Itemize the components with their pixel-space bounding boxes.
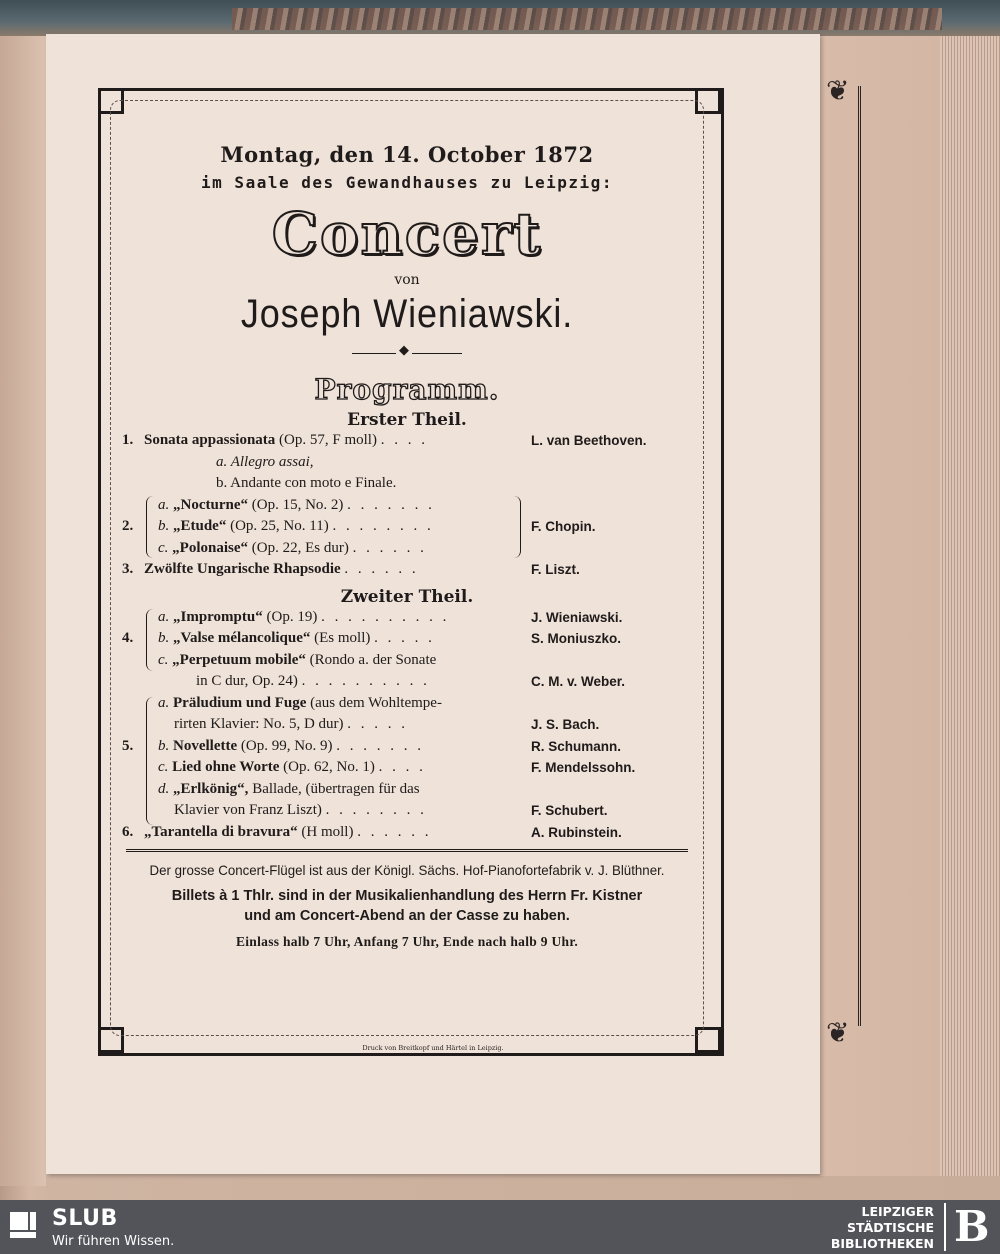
- program-row: [114, 538, 700, 560]
- piece-detail: rirten Klavier: No. 5, D dur): [174, 716, 344, 732]
- composer: J. S. Bach.: [531, 717, 600, 732]
- program-row: [114, 650, 700, 672]
- ornament-icon: ◆: [396, 343, 412, 358]
- piece-title: „Etude“: [173, 518, 227, 534]
- leader-dots: . . . . .: [374, 630, 435, 646]
- item-letter: a.: [158, 496, 170, 513]
- lsb-logo-icon[interactable]: [944, 1203, 992, 1251]
- item-letter: c.: [158, 539, 169, 556]
- program-row: [114, 757, 700, 779]
- lsb-line: LEIPZIGER: [861, 1204, 934, 1219]
- tickets-line: und am Concert-Abend an der Casse zu haben.: [244, 908, 570, 924]
- composer: R. Schumann.: [531, 738, 622, 754]
- piece-title: Präludium und Fuge: [173, 694, 307, 711]
- leader-dots: . . . . . .: [344, 561, 419, 577]
- leader-dots: . . . . .: [347, 716, 409, 732]
- piece-title: „Erlkönig“,: [173, 780, 249, 797]
- program-row: [114, 495, 700, 517]
- leader-dots: . . . . . . .: [336, 737, 425, 754]
- composer: S. Moniuszko.: [531, 631, 622, 646]
- programm-heading: Programm.: [314, 373, 500, 406]
- part2-heading: Zweiter Theil.: [340, 586, 474, 607]
- concert-date: Montag, den 14. October 1872: [220, 142, 594, 167]
- page-edges: [940, 36, 1000, 1176]
- item-letter: b.: [158, 737, 170, 754]
- ornament-icon: ❦: [826, 74, 850, 107]
- printer-imprint: Druck von Breitkopf und Härtel in Leipzig.: [362, 1044, 504, 1052]
- lsb-name[interactable]: [831, 1204, 934, 1252]
- composer: C. M. v. Weber.: [531, 674, 626, 689]
- piece-detail: (Op. 57, F moll): [279, 432, 377, 448]
- program-row: [114, 822, 700, 844]
- piece-detail: (aus dem Wohltempe-: [310, 694, 442, 711]
- piece-title: Lied ohne Worte: [172, 759, 280, 775]
- artist-name: Joseph Wieniawski.: [240, 292, 574, 336]
- composer: F. Liszt.: [531, 562, 580, 577]
- times-note: Einlass halb 7 Uhr, Anfang 7 Uhr, Ende nach halb 9 Uhr.: [235, 934, 579, 949]
- piece-detail: Ballade, (übertragen für das: [252, 780, 420, 797]
- item-number: 6.: [122, 823, 134, 840]
- left-page-edge: [0, 36, 46, 1186]
- double-rule: [126, 849, 688, 852]
- piece-detail: Klavier von Franz Liszt): [174, 802, 322, 818]
- lsb-line: BIBLIOTHEKEN: [830, 1236, 934, 1251]
- piece-title: „Polonaise“: [172, 539, 249, 556]
- piece-title: „Tarantella di bravura“: [144, 823, 298, 840]
- leader-dots: . . . . . . . . . .: [321, 608, 450, 625]
- marbled-cover: [232, 8, 942, 30]
- leader-dots: . . . . . . . .: [332, 518, 434, 534]
- movement: a. Allegro assai,: [216, 453, 314, 470]
- piece-title: Zwölfte Ungarische Rhapsodie: [144, 561, 341, 577]
- divider-ornament: [352, 343, 462, 359]
- tickets-line: Billets à 1 Thlr. sind in der Musikalienhandlung des Herrn Fr. Kistner: [171, 888, 643, 904]
- slub-logo-icon[interactable]: [10, 1210, 38, 1242]
- item-letter: d.: [158, 780, 170, 797]
- program-row: [114, 779, 700, 801]
- program-row: [114, 607, 700, 629]
- item-letter: a.: [158, 694, 170, 711]
- item-letter: c.: [158, 759, 169, 775]
- piece-detail: (Op. 62, No. 1): [283, 759, 375, 775]
- program-row: [114, 714, 700, 736]
- program-row: [114, 671, 700, 693]
- program-row: [114, 516, 700, 538]
- piece-detail: (Op. 19): [266, 608, 318, 625]
- program-row: [114, 452, 700, 474]
- leader-dots: . . . . . . .: [347, 496, 435, 513]
- slub-name[interactable]: SLUB: [52, 1206, 118, 1231]
- program-row: [114, 628, 700, 650]
- composer: A. Rubinstein.: [531, 824, 622, 840]
- item-letter: b.: [158, 518, 170, 534]
- leader-dots: . . . . . . . .: [325, 802, 427, 818]
- composer: F. Chopin.: [531, 519, 596, 534]
- leader-dots: . . . .: [380, 432, 428, 448]
- piece-title: Novellette: [173, 737, 238, 754]
- piece-detail: (Op. 22, Es dur): [251, 539, 349, 556]
- piece-detail: (Op. 25, No. 11): [230, 518, 329, 534]
- item-number: 3.: [122, 561, 134, 577]
- concert-venue: im Saale des Gewandhauses zu Leipzig:: [201, 173, 613, 192]
- program-row: [114, 559, 700, 581]
- piano-note: Der grosse Concert-Flügel ist aus der Königl. Sächs. Hof-Pianofortefabrik v. J. Blüthner.: [149, 862, 665, 878]
- piece-detail: (Rondo a. der Sonate: [309, 651, 437, 668]
- piece-title: Sonata appassionata: [144, 432, 276, 448]
- composer: F. Mendelssohn.: [531, 760, 636, 775]
- leader-dots: . . . .: [378, 759, 426, 775]
- movement: b. Andante con moto e Finale.: [216, 475, 397, 491]
- ornament-icon: ❦: [826, 1016, 850, 1049]
- item-number: 1.: [122, 432, 134, 448]
- part1-heading: Erster Theil.: [347, 410, 467, 430]
- leader-dots: . . . . . .: [357, 823, 432, 840]
- piece-detail: (Es moll): [314, 630, 371, 646]
- viewer-footer-bar: [0, 1200, 1000, 1254]
- program-content: [114, 104, 700, 950]
- part2-list: [114, 607, 700, 844]
- leader-dots: . . . . . . . . . .: [301, 673, 430, 689]
- concert-title: Concert: [271, 200, 543, 268]
- item-number: 4.: [122, 630, 134, 646]
- item-letter: a.: [158, 608, 170, 625]
- concert-program-sheet: [46, 34, 820, 1174]
- program-row: [114, 693, 700, 715]
- von-label: von: [394, 272, 420, 288]
- program-row: [114, 473, 700, 495]
- composer: F. Schubert.: [531, 803, 608, 818]
- leader-dots: . . . . . .: [352, 539, 427, 556]
- piece-title: „Perpetuum mobile“: [172, 651, 306, 668]
- tickets-note: [114, 886, 700, 926]
- program-row: [114, 800, 700, 822]
- program-row: [114, 736, 700, 758]
- part1-list: [114, 430, 700, 581]
- composer: L. van Beethoven.: [531, 433, 647, 448]
- piece-title: „Nocturne“: [173, 496, 248, 513]
- piece-detail: (H moll): [301, 823, 354, 840]
- piece-detail: in C dur, Op. 24): [196, 673, 298, 689]
- item-number: 2.: [122, 518, 134, 534]
- lsb-logo-letter: B: [954, 1202, 990, 1251]
- lsb-line: STÄDTISCHE: [847, 1220, 934, 1235]
- facing-page-border: [830, 86, 861, 1026]
- right-page-stack: [820, 36, 1000, 1176]
- item-letter: b.: [158, 630, 170, 646]
- piece-detail: (Op. 15, No. 2): [251, 496, 344, 513]
- piece-title: „Valse mélancolique“: [173, 630, 311, 646]
- piece-detail: (Op. 99, No. 9): [240, 737, 333, 754]
- program-row: [114, 430, 700, 452]
- piece-title: „Impromptu“: [173, 608, 263, 625]
- book-top-edge: [0, 0, 1000, 36]
- slub-tagline: Wir führen Wissen.: [52, 1234, 175, 1249]
- composer: J. Wieniawski.: [531, 609, 623, 625]
- item-number: 5.: [122, 737, 134, 754]
- item-letter: c.: [158, 651, 169, 668]
